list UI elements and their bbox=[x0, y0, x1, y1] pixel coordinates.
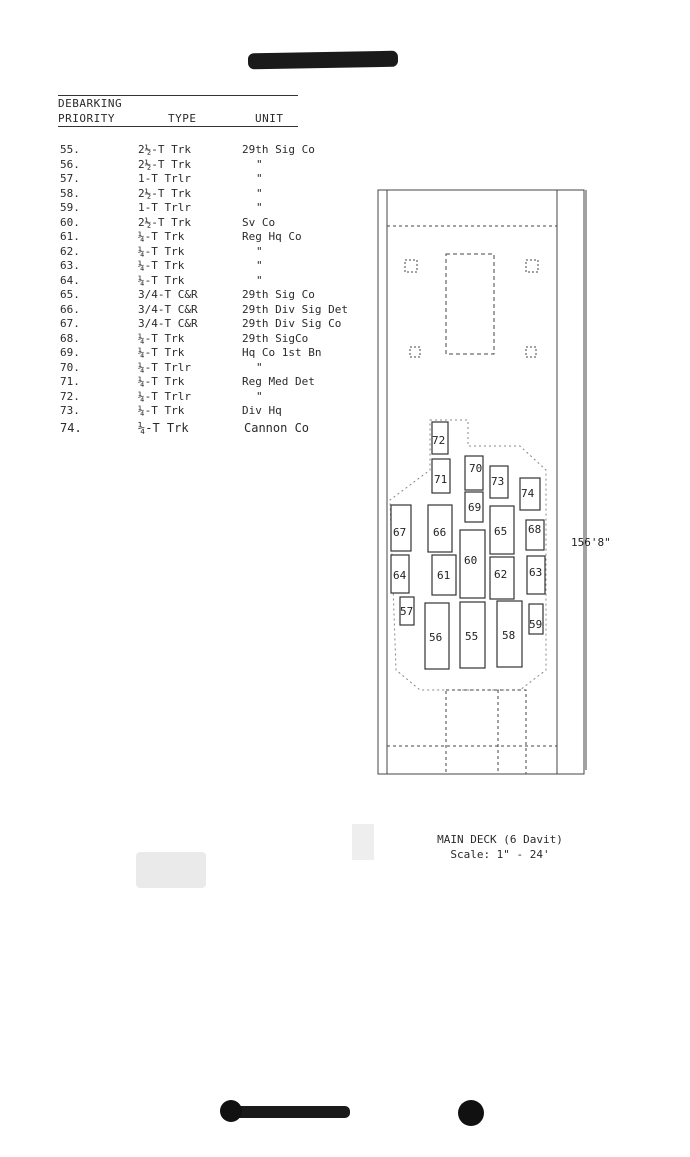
priority-cell: 62. bbox=[60, 244, 80, 258]
type-cell: 1-T Trlr bbox=[138, 172, 191, 185]
vehicle-label-70: 70 bbox=[469, 462, 483, 475]
type-cell: 2½-T Trk bbox=[138, 157, 191, 171]
type-cell: 2½-T Trk bbox=[138, 143, 191, 156]
hatch-outline bbox=[446, 254, 494, 354]
unit-cell: " bbox=[256, 244, 263, 258]
type-cell: ¼-T Trlr bbox=[138, 389, 191, 403]
priority-cell: 74. bbox=[60, 421, 82, 435]
vehicle-label-56: 56 bbox=[429, 631, 443, 644]
type-cell: 3/4-T C&R bbox=[138, 288, 198, 301]
unit-cell: " bbox=[256, 360, 263, 374]
type-cell: ¼-T Trk bbox=[138, 230, 185, 243]
unit-cell: Sv Co bbox=[242, 215, 276, 229]
type-cell: ¼-T Trk bbox=[138, 404, 185, 417]
unit-cell: Hq Co 1st Bn bbox=[242, 346, 322, 359]
type-cell: ¼-T Trk bbox=[138, 346, 185, 359]
priority-cell: 65. bbox=[60, 288, 80, 301]
vehicle-label-55: 55 bbox=[465, 630, 479, 643]
priority-cell: 69. bbox=[60, 346, 80, 359]
vehicle-label-73: 73 bbox=[491, 475, 505, 488]
vehicle-label-72: 72 bbox=[432, 434, 446, 447]
priority-cell: 55. bbox=[60, 143, 80, 156]
vehicle-label-62: 62 bbox=[494, 568, 508, 581]
priority-cell: 60. bbox=[60, 215, 80, 229]
unit-cell: 29th Sig Co bbox=[242, 143, 315, 156]
priority-cell: 56. bbox=[60, 157, 80, 171]
winch-right bbox=[526, 260, 538, 272]
vehicle-label-65: 65 bbox=[494, 525, 508, 538]
unit-cell: Div Hq bbox=[242, 404, 282, 417]
unit-cell: Cannon Co bbox=[244, 421, 310, 435]
vehicle-label-64: 64 bbox=[393, 569, 407, 582]
bitt-left bbox=[410, 347, 420, 357]
vehicle-label-59: 59 bbox=[529, 618, 543, 631]
unit-cell: " bbox=[256, 389, 263, 403]
priority-cell: 71. bbox=[60, 375, 80, 388]
vehicle-label-74: 74 bbox=[521, 487, 535, 500]
vehicle-label-67: 67 bbox=[393, 526, 407, 539]
bitt-right bbox=[526, 347, 536, 357]
priority-cell: 72. bbox=[60, 389, 80, 403]
diagram-caption bbox=[400, 832, 600, 862]
type-cell: 3/4-T C&R bbox=[138, 302, 198, 316]
type-cell: 2½-T Trk bbox=[138, 215, 191, 229]
vehicle-label-61: 61 bbox=[437, 569, 451, 582]
unit-cell: 29th Div Sig Co bbox=[242, 317, 342, 330]
priority-cell: 70. bbox=[60, 360, 80, 374]
vehicle-label-69: 69 bbox=[468, 501, 482, 514]
type-cell: ¼-T Trk bbox=[138, 244, 185, 258]
winch-left bbox=[405, 260, 417, 272]
priority-cell: 73. bbox=[60, 404, 80, 417]
type-cell: 3/4-T C&R bbox=[138, 317, 198, 330]
unit-cell: 29th Sig Co bbox=[242, 288, 315, 301]
type-cell: ¼-T Trlr bbox=[138, 360, 191, 374]
priority-cell: 63. bbox=[60, 259, 80, 272]
priority-cell: 57. bbox=[60, 172, 80, 185]
type-cell: 1-T Trlr bbox=[138, 201, 191, 214]
header-type: TYPE bbox=[168, 112, 197, 125]
unit-cell: 29th SigCo bbox=[242, 331, 309, 345]
priority-cell: 58. bbox=[60, 186, 80, 200]
unit-cell: " bbox=[256, 201, 263, 214]
unit-cell: Reg Hq Co bbox=[242, 230, 302, 243]
priority-cell: 64. bbox=[60, 273, 80, 287]
type-cell: ¼-T Trk bbox=[138, 331, 185, 345]
header-debarking: DEBARKING bbox=[58, 97, 123, 110]
stern-compartment bbox=[446, 690, 526, 774]
deck-length-label: 156'8" bbox=[571, 536, 611, 549]
unit-cell: " bbox=[256, 157, 263, 171]
type-cell: 2½-T Trk bbox=[138, 186, 191, 200]
priority-cell: 68. bbox=[60, 331, 80, 345]
unit-cell: " bbox=[256, 273, 263, 287]
vehicle-label-68: 68 bbox=[528, 523, 542, 536]
vehicle-label-66: 66 bbox=[433, 526, 447, 539]
unit-cell: Reg Med Det bbox=[242, 375, 315, 388]
vehicle-label-71: 71 bbox=[434, 473, 448, 486]
vehicle-label-57: 57 bbox=[400, 605, 414, 618]
unit-cell: 29th Div Sig Det bbox=[242, 302, 348, 316]
unit-cell: " bbox=[256, 259, 263, 272]
unit-cell: " bbox=[256, 172, 263, 185]
priority-cell: 66. bbox=[60, 302, 80, 316]
type-cell: ¼-T Trk bbox=[138, 421, 189, 435]
type-cell: ¼-T Trk bbox=[138, 259, 185, 272]
priority-cell: 67. bbox=[60, 317, 80, 330]
priority-cell: 61. bbox=[60, 230, 80, 243]
header-unit: UNIT bbox=[255, 112, 284, 125]
caption-scale: Scale: 1" - 24' bbox=[450, 848, 550, 861]
priority-cell: 59. bbox=[60, 201, 80, 214]
header-priority: PRIORITY bbox=[58, 112, 115, 125]
caption-title: MAIN DECK (6 Davit) bbox=[437, 833, 563, 846]
type-cell: ¼-T Trk bbox=[138, 273, 185, 287]
vehicle-label-60: 60 bbox=[464, 554, 478, 567]
unit-cell: " bbox=[256, 186, 263, 200]
vehicle-label-58: 58 bbox=[502, 629, 516, 642]
vehicle-label-63: 63 bbox=[529, 566, 543, 579]
type-cell: ¼-T Trk bbox=[138, 375, 185, 388]
